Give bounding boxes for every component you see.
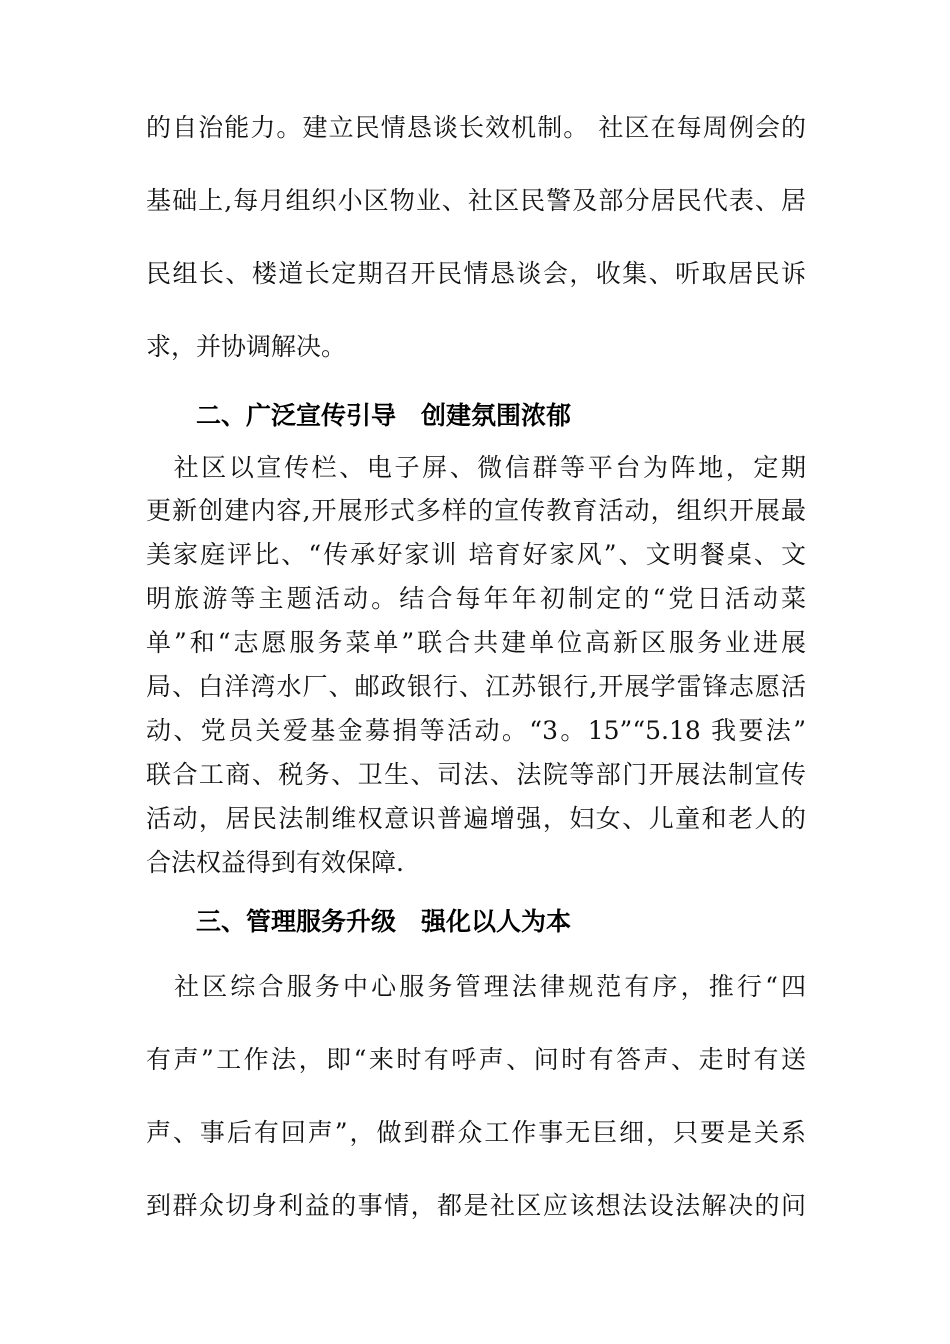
paragraph2-line-6: 局、白洋湾水厂、邮政银行、江苏银行,开展学雷锋志愿活 (146, 672, 806, 701)
paragraph1-line-1: 的自治能力。建立民情恳谈长效机制。 社区在每周例会的 (146, 113, 806, 142)
paragraph2-line-5: 单”和“志愿服务菜单”联合共建单位高新区服务业进展 (146, 628, 806, 657)
paragraph2-line-4: 明旅游等主题活动。结合每年年初制定的“党日活动菜 (146, 584, 806, 613)
paragraph2-line-1: 社区以宣传栏、电子屏、微信群等平台为阵地，定期 (146, 453, 806, 482)
paragraph3-line-3: 声、事后有回声”，做到群众工作事无巨细，只要是关系 (146, 1118, 806, 1147)
section-heading-3: 三、管理服务升级 强化以人为本 (196, 907, 572, 936)
paragraph2-line-9: 活动，居民法制维权意识普遍增强，妇女、儿童和老人的 (146, 804, 806, 833)
paragraph3-line-1: 社区综合服务中心服务管理法律规范有序，推行“四 (146, 972, 806, 1001)
paragraph1-line-4: 求，并协调解决。 (146, 332, 347, 361)
paragraph3-line-4: 到群众切身利益的事情，都是社区应该想法设法解决的问 (146, 1191, 806, 1220)
paragraph2-line-3: 美家庭评比、“传承好家训 培育好家风”、文明餐桌、文 (146, 540, 806, 569)
paragraph1-line-3: 民组长、楼道长定期召开民情恳谈会，收集、听取居民诉 (146, 259, 806, 288)
paragraph2-line-10: 合法权益得到有效保障. (146, 848, 404, 877)
paragraph2-line-7: 动、党员关爱基金募捐等活动。“3。15”“5.18 我要法” (146, 716, 806, 745)
paragraph3-line-2: 有声”工作法，即“来时有呼声、问时有答声、走时有送 (146, 1045, 806, 1074)
paragraph2-line-8: 联合工商、税务、卫生、司法、法院等部门开展法制宣传 (146, 760, 806, 789)
paragraph2-line-2: 更新创建内容,开展形式多样的宣传教育活动，组织开展最 (146, 496, 806, 525)
section-heading-2: 二、广泛宣传引导 创建氛围浓郁 (196, 401, 572, 430)
paragraph1-line-2: 基础上,每月组织小区物业、社区民警及部分居民代表、居 (146, 186, 806, 215)
